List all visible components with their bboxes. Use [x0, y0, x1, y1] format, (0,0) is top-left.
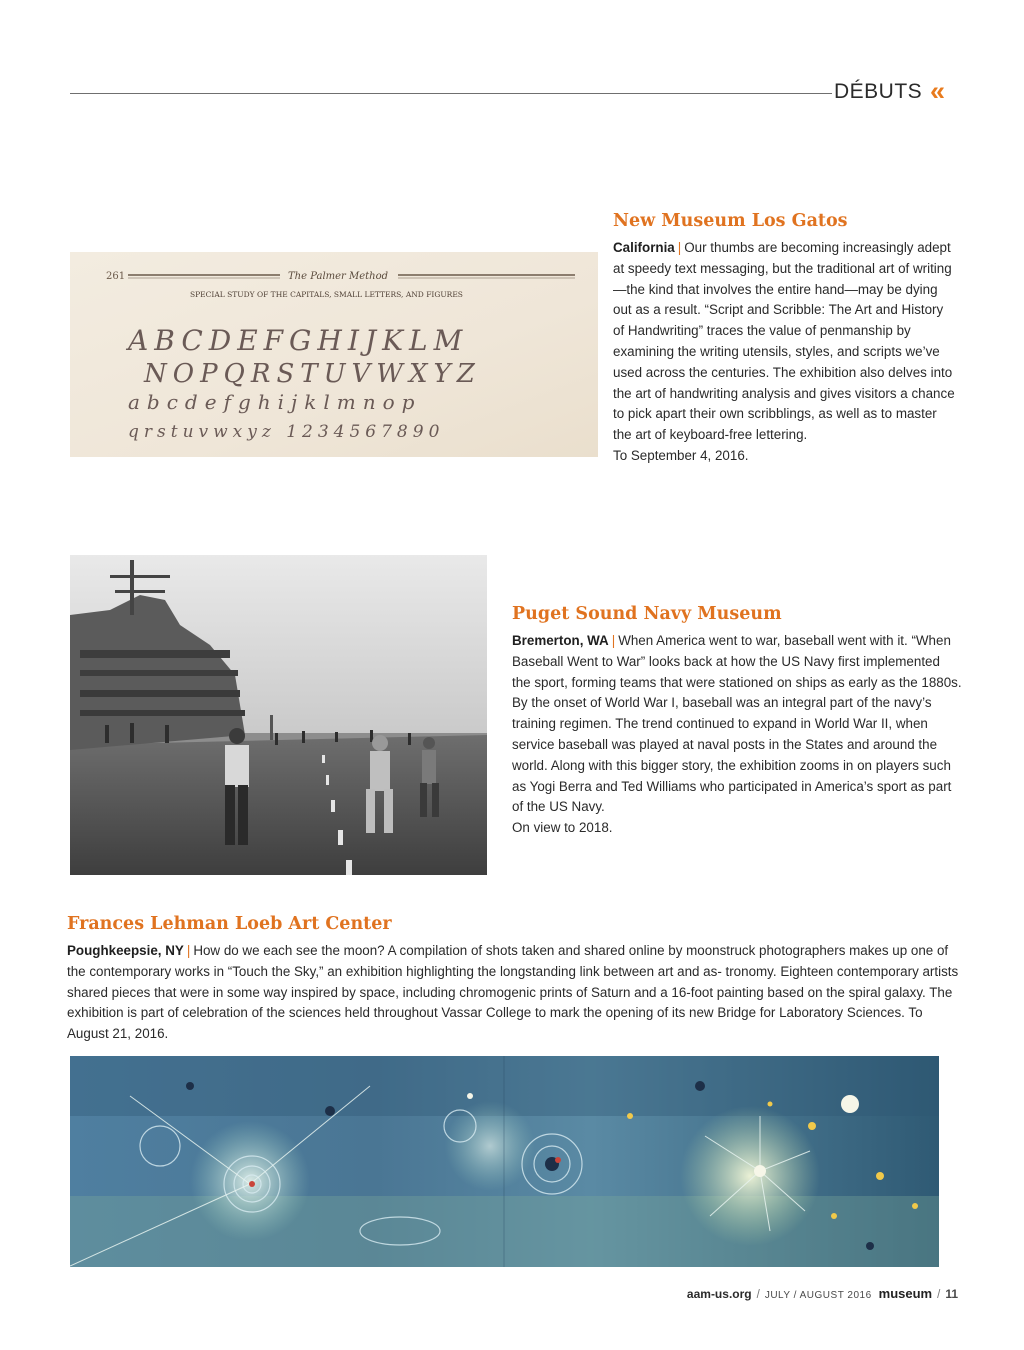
footer-magazine: museum	[878, 1286, 933, 1301]
article-text: Our thumbs are becoming increasingly adept at speedy text messaging, but the traditional art of writing—the kind that involves the entire hand—may be dying out as a result. “Script and Scribble: The Art and History of Handwriting” traces the value of penmanship by examining the writing utensils, styles, and scripts we’ve used across the centuries. The exhibition also delves into the art of handwriting analysis and gives visitors a chance to pick apart their own scribblings, as well as to master the art of keyboard-free lettering.	[613, 240, 955, 443]
article-location: California	[613, 240, 675, 255]
double-chevron-icon: «	[930, 76, 946, 106]
article-dates: On view to 2018.	[512, 820, 613, 836]
navy-baseball-photo	[70, 555, 487, 875]
location-separator: |	[677, 240, 682, 255]
palmer-lowercase-row-1: abcdefghijklmnop	[128, 390, 422, 414]
article-location: Bremerton, WA	[512, 633, 609, 648]
palmer-method-image	[70, 252, 598, 457]
article-title: Puget Sound Navy Museum	[512, 604, 782, 624]
article-frances-lehman-loeb-art-center	[67, 914, 962, 1045]
palmer-page-number: 261	[106, 271, 126, 282]
header-rule	[70, 93, 832, 94]
article-puget-sound-navy-museum	[512, 604, 962, 839]
page-number: 11	[945, 1287, 958, 1301]
page-footer: aam-us.org / JULY / AUGUST 2016 museum / 11	[686, 1286, 958, 1301]
article-new-museum-los-gatos	[613, 211, 958, 467]
article-title: New Museum Los Gatos	[613, 211, 848, 231]
article-dates: To September 4, 2016.	[613, 447, 749, 463]
palmer-lowercase-row-2: qrstuvwxyz 1234567890	[128, 422, 445, 442]
article-body	[613, 238, 958, 467]
article-location: Poughkeepsie, NY	[67, 943, 184, 958]
article-title: Frances Lehman Loeb Art Center	[67, 914, 392, 934]
article-body	[512, 631, 962, 839]
footer-issue: JULY / AUGUST 2016	[764, 1290, 872, 1301]
article-dates: To August 21, 2016.	[67, 1005, 923, 1042]
palmer-capitals-row-2: NOPQRSTUVWXYZ	[144, 359, 481, 389]
article-text: How do we each see the moon? A compilation of shots taken and shared online by moonstruck photographers makes up one of the contemporary works in “Touch the Sky,” an exhibition highlighting the longstanding link between art and as- tronomy. Eighteen contemporary artists shared pieces that were in some way inspired by space, including chromogenic prints of Saturn and a 16-foot painting based on the spiral galaxy. The exhibition is part of celebration of the sciences held throughout Vassar College to mark the opening of its new Bridge for Laboratory Sciences.	[67, 943, 959, 1021]
space-painting-image	[70, 1056, 939, 1267]
footer-site: aam-us.org	[686, 1287, 752, 1301]
palmer-heading: The Palmer Method	[288, 271, 389, 282]
section-title: DÉBUTS	[834, 80, 923, 103]
article-body	[67, 941, 962, 1045]
location-separator: |	[611, 633, 616, 648]
palmer-subheading: SPECIAL STUDY OF THE CAPITALS, SMALL LETTERS, AND FIGURES	[190, 290, 463, 299]
palmer-capitals-row-1: ABCDEFGHIJKLM	[128, 324, 469, 357]
article-text: When America went to war, baseball went with it. “When Baseball Went to War” looks back at how the US Navy first implemented the sport, forming teams that were stationed on ships as early as the 1880s. By the onset of World War I, baseball was an integral part of the navy’s training regimen. The trend continued to expand in World War II, when service baseball was played at naval posts in the States and around the world. Along with this bigger story, the exhibition zooms in on players such as Yogi Berra and Ted Williams who participated in America’s sport as part of the US Navy.	[512, 633, 962, 815]
location-separator: |	[186, 943, 191, 958]
